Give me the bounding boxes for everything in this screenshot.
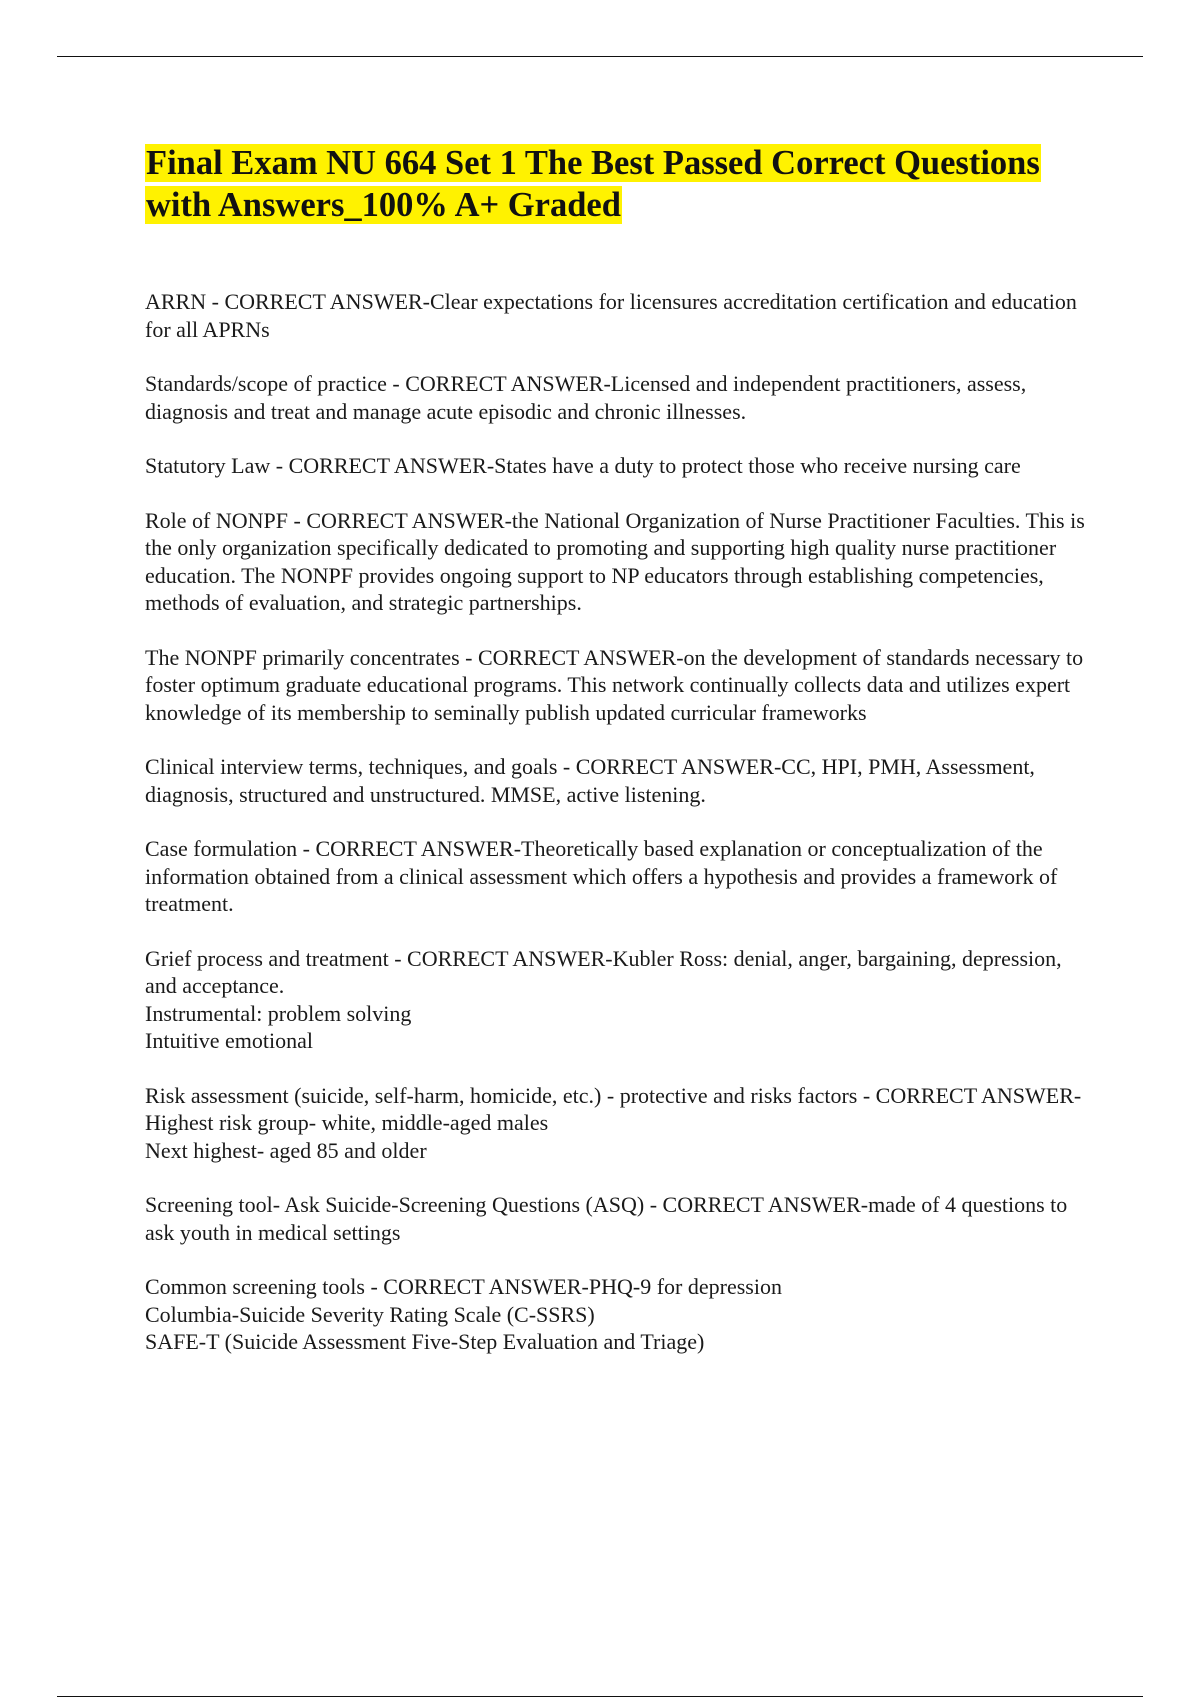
qa-entry-statutory-law: Statutory Law - CORRECT ANSWER-States have a duty to protect those who receive nursing care (145, 453, 1021, 478)
footer-rule (57, 1696, 1143, 1697)
qa-entry-risk-assessment: Risk assessment (suicide, self-harm, homicide, etc.) - protective and risks factors - CORRECT ANSWER-Highest risk group- white, middle-aged males Next highest- aged 85 and older (145, 1082, 1082, 1163)
qa-entry-role-nonpf: Role of NONPF - CORRECT ANSWER-the National Organization of Nurse Practitioner Faculties. This is the only organization specifically dedicated to promoting and supporting high quality nurse practitioner education. The NONPF provides ongoing support to NP educators through establishing competencies, methods of evaluation, and strategic partnerships. (145, 507, 1085, 615)
document-body (145, 142, 1085, 1383)
document-title (145, 142, 1085, 226)
qa-entry-nonpf-concentrates: The NONPF primarily concentrates - CORRECT ANSWER-on the development of standards necessary to foster optimum graduate educational programs. This network continually collects data and utilizes expert knowledge of its membership to seminally publish updated curricular frameworks (145, 644, 1084, 725)
qa-entry-common-screening-tools: Common screening tools - CORRECT ANSWER-PHQ-9 for depression Columbia-Suicide Severity Rating Scale (C-SSRS) SAFE-T (Suicide Assessment Five-Step Evaluation and Triage) (145, 1274, 782, 1354)
qa-entry-case-formulation: Case formulation - CORRECT ANSWER-Theoretically based explanation or conceptualization of the information obtained from a clinical assessment which offers a hypothesis and provides a framework of treatment. (145, 836, 1058, 916)
qa-entry-aprn: ARRN - CORRECT ANSWER-Clear expectations for licensures accreditation certification and education for all APRNs (145, 289, 1077, 342)
qa-entry-clinical-interview: Clinical interview terms, techniques, and goals - CORRECT ANSWER-CC, HPI, PMH, Assessment, diagnosis, structured and unstructured. MMSE, active listening. (145, 754, 1035, 807)
qa-entry-grief-process: Grief process and treatment - CORRECT ANSWER-Kubler Ross: denial, anger, bargaining, depression, and acceptance. Instrumental: problem solving Intuitive emotional (145, 945, 1062, 1053)
title-highlight: Final Exam NU 664 Set 1 The Best Passed Correct Questions with Answers_100% A+ Graded (146, 144, 1040, 224)
header-rule (57, 56, 1143, 57)
qa-entry-standards-scope: Standards/scope of practice - CORRECT ANSWER-Licensed and independent practitioners, assess, diagnosis and treat and manage acute episodic and chronic illnesses. (145, 371, 1027, 424)
qa-entry-asq-screening: Screening tool- Ask Suicide-Screening Questions (ASQ) - CORRECT ANSWER-made of 4 questions to ask youth in medical settings (145, 1192, 1068, 1245)
